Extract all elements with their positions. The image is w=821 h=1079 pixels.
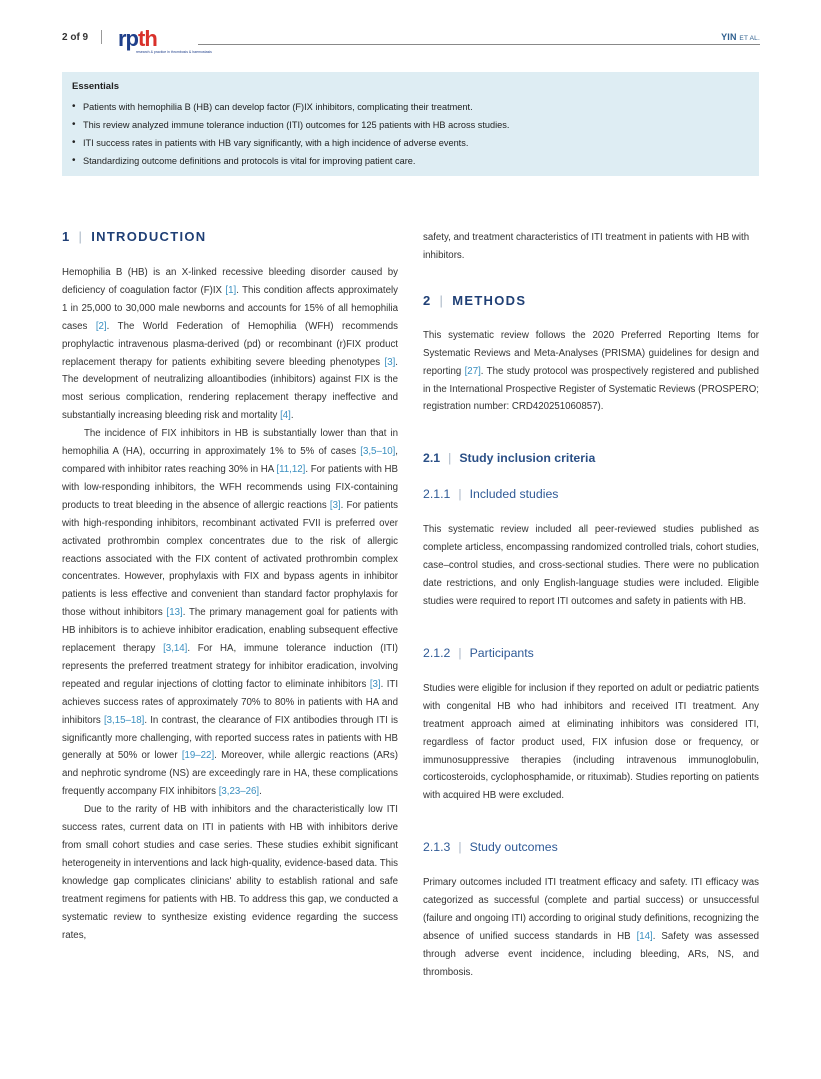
text-run: . The study protocol was prospectively registered and published in the International Prospective Register of Systematic Reviews (PROSPERO; registration number: CRD420251060857).	[423, 365, 759, 413]
subsection-number: 2.1	[423, 451, 441, 466]
essentials-box	[62, 72, 759, 176]
subsection-number: 2.1.1	[423, 487, 451, 502]
subsection-number: 2.1.2	[423, 645, 451, 660]
subsection-title: Included studies	[469, 487, 559, 502]
included-studies-paragraph: This systematic review included all peer-reviewed studies published as complete articless, encompassing randomized controlled trials, cohort studies, case–control studies, and cross-sectional studies. There were no publication date restrictions, and only English-language studies were included. Eligible studies were required to report ITI outcomes and safety in patients with HB.	[423, 524, 759, 607]
citation-link[interactable]: [14]	[636, 930, 653, 942]
heading-divider: |	[458, 645, 462, 660]
section-title: METHODS	[452, 292, 527, 308]
heading-divider: |	[78, 229, 84, 244]
citation-link[interactable]: [3]	[369, 678, 381, 690]
heading-divider: |	[458, 840, 462, 855]
citation-link[interactable]: [19–22]	[181, 750, 215, 762]
heading-divider: |	[448, 451, 452, 466]
journal-logo	[118, 26, 212, 58]
text-run: . For patients with high-responding inhibitors, recombinant activated FVII is preferred over activated prothrombin complex concentrates due to the risk of allergic reactions associated with the FIX content of activated prothrombin complex concentrates. However, prophylaxis with FIX and bypass agents in inhibitor patients is less effective and convenient than standard factor prophylaxis for those without inhibitors	[62, 499, 398, 619]
essentials-item: • This review analyzed immune tolerance induction (ITI) outcomes for 125 patients with HB across studies.	[72, 116, 749, 134]
page-indicator: 2 of 9	[62, 32, 89, 43]
intro-paragraph-1	[62, 264, 398, 425]
citation-link[interactable]: [3]	[329, 499, 341, 511]
text-run: , compared with inhibitor rates reaching 30% in HA	[62, 446, 398, 475]
citation-link[interactable]: [2]	[95, 320, 107, 332]
text-run: . The World Federation of Hemophilia (WFH) recommends prophylactic intravenous plasma-derived (pd) or recombinant (r)FIX product replacement therapy for patients exhibiting severe bleeding phenotypes	[62, 320, 399, 368]
section-heading-introduction	[62, 228, 398, 246]
citation-link[interactable]: [3]	[384, 356, 396, 368]
citation-link[interactable]: [4]	[280, 410, 291, 422]
section-heading-methods	[423, 292, 759, 310]
author-suffix: ET AL.	[739, 35, 760, 42]
essentials-item: • Patients with hemophilia B (HB) can develop factor (F)IX inhibitors, complicating their treatment.	[72, 98, 749, 116]
text-run: Primary outcomes included ITI treatment efficacy and safety. ITI efficacy was categorized as successful (complete and partial success) or unsuccessful (failure and ongoing ITI) according to original study definitions, recognizing the absence of unified success standards in HB	[423, 877, 759, 942]
subsection-heading-2-1-1	[423, 485, 759, 503]
text-run: . The primary management goal for patients with HB inhibitors is to achieve inhibitor eradication, enabling subsequent effective replacement therapy	[62, 607, 398, 655]
intro-paragraph-3: Due to the rarity of HB with inhibitors and the characteristically low ITI success rates, current data on ITI in patients with HB with inhibitors derive from small cohort studies and case series. These studies exhibit significant heterogeneity in interventions and lack high-quality, evidence-based data. This knowledge gap complicates clinicians' ability to establish rational and safe treatment regimens for patients with HB. To address this gap, we conducted a systematic review to synthesize existing evidence regarding the success rates,	[62, 804, 398, 941]
right-column	[423, 229, 759, 982]
text-run: Hemophilia B (HB) is an X-linked recessive bleeding disorder caused by deficiency of coagulation factor (F)IX	[62, 267, 398, 296]
citation-link[interactable]: [3,15–18]	[103, 714, 145, 726]
text-run: The incidence of FIX inhibitors in HB is substantially lower than that in hemophilia A (HA), occurring in approximately 1% to 5% of cases	[62, 428, 398, 458]
text-run: . ITI achieves success rates of approximately 70% to 80% in patients with HA and inhibitors	[62, 678, 399, 726]
text-run: . For patients with HB with low-responding inhibitors, the WFH recommends using FIX-containing products to treat bleeding in the absence of allergic reactions	[62, 463, 399, 511]
heading-divider: |	[458, 487, 462, 502]
essentials-list	[72, 98, 749, 170]
essentials-item: • ITI success rates in patients with HB vary significantly, with a high incidence of adverse events.	[72, 134, 749, 152]
study-outcomes-paragraph	[423, 874, 759, 981]
text-run: . Safety was assessed through adverse event incidence, including bleeding, ARs, NS, and thrombosis.	[423, 930, 759, 978]
left-column	[62, 228, 398, 944]
subsection-title: Study outcomes	[469, 840, 558, 855]
intro-paragraph-2	[62, 425, 398, 801]
header-divider	[101, 30, 102, 44]
subsection-heading-2-1-2	[423, 644, 759, 662]
citation-link[interactable]: [3,5–10]	[360, 446, 396, 458]
essentials-item: • Standardizing outcome definitions and protocols is vital for improving patient care.	[72, 152, 749, 170]
citation-link[interactable]: [3,14]	[163, 643, 188, 655]
citation-link[interactable]: [27]	[464, 365, 481, 377]
essentials-title: Essentials	[72, 81, 119, 92]
participants-paragraph: Studies were eligible for inclusion if they reported on adult or pediatric patients with congenital HB who had inhibitors and received ITI treatment. Any treatment approach aimed at eliminating inhibitors was considered ITI, regardless of factor product used, FIX infusion dose or frequency, or immunosuppressive therapies (including intravenous immunoglobulin, corticosteroids, cyclophosphamide, or rituximab). Studies reporting on patients with acquired HB were excluded.	[423, 682, 759, 802]
section-number: 2	[423, 292, 432, 308]
running-authors	[721, 32, 760, 42]
citation-link[interactable]: [1]	[225, 284, 237, 296]
subsection-number: 2.1.3	[423, 840, 451, 855]
journal-logo-mark: rpth	[118, 26, 157, 51]
text-run: . For HA, immune tolerance induction (ITI) represents the preferred treatment strategy for inhibitor eradication, involving repeated and regular injections of clotting factor to eliminate inhibitors	[62, 643, 398, 690]
methods-paragraph-1	[423, 327, 759, 417]
citation-link[interactable]: [11,12]	[276, 463, 306, 475]
section-title: INTRODUCTION	[91, 229, 207, 244]
header-rule	[198, 44, 760, 45]
text-run: . This condition affects approximately 1 in 25,000 to 30,000 male newborns and accounts for 15% of all hemophilia cases	[62, 284, 399, 332]
journal-logo-subtitle: research & practice in thrombosis & haemostasis	[136, 50, 212, 54]
text-run: .	[259, 786, 262, 798]
author-name: YIN	[721, 32, 737, 42]
heading-divider: |	[439, 292, 445, 308]
intro-paragraph-3-continued: safety, and treatment characteristics of ITI treatment in patients with HB with inhibitors.	[423, 232, 750, 261]
text-run: . The development of neutralizing alloantibodies (inhibitors) against FIX is the most serious complication, rendering replacement therapy ineffective and substantially increasing bleeding risk and mortality	[62, 356, 398, 422]
text-run: This systematic review follows the 2020 Preferred Reporting Items for Systematic Reviews and Meta-Analyses (PRISMA) guidelines for design and reporting	[423, 329, 759, 377]
text-run: .	[290, 410, 294, 422]
citation-link[interactable]: [3,23–26]	[218, 786, 260, 798]
citation-link[interactable]: [13]	[166, 607, 183, 619]
text-run: . In contrast, the clearance of FIX antibodies through ITI is significantly more challenging, with reported success rates in patients with HB generally at 50% or lower	[62, 714, 398, 762]
running-header	[62, 26, 760, 60]
section-number: 1	[62, 229, 71, 244]
subsection-title: Study inclusion criteria	[459, 451, 596, 466]
subsection-title: Participants	[469, 645, 534, 660]
subsection-heading-2-1-3	[423, 838, 759, 856]
text-run: . Moreover, while allergic reactions (ARs) and nephrotic syndrome (NS) are exceedingly rare in HA, these complications frequently accompany FIX inhibitors	[62, 750, 398, 798]
subsection-heading-2-1	[423, 449, 759, 467]
